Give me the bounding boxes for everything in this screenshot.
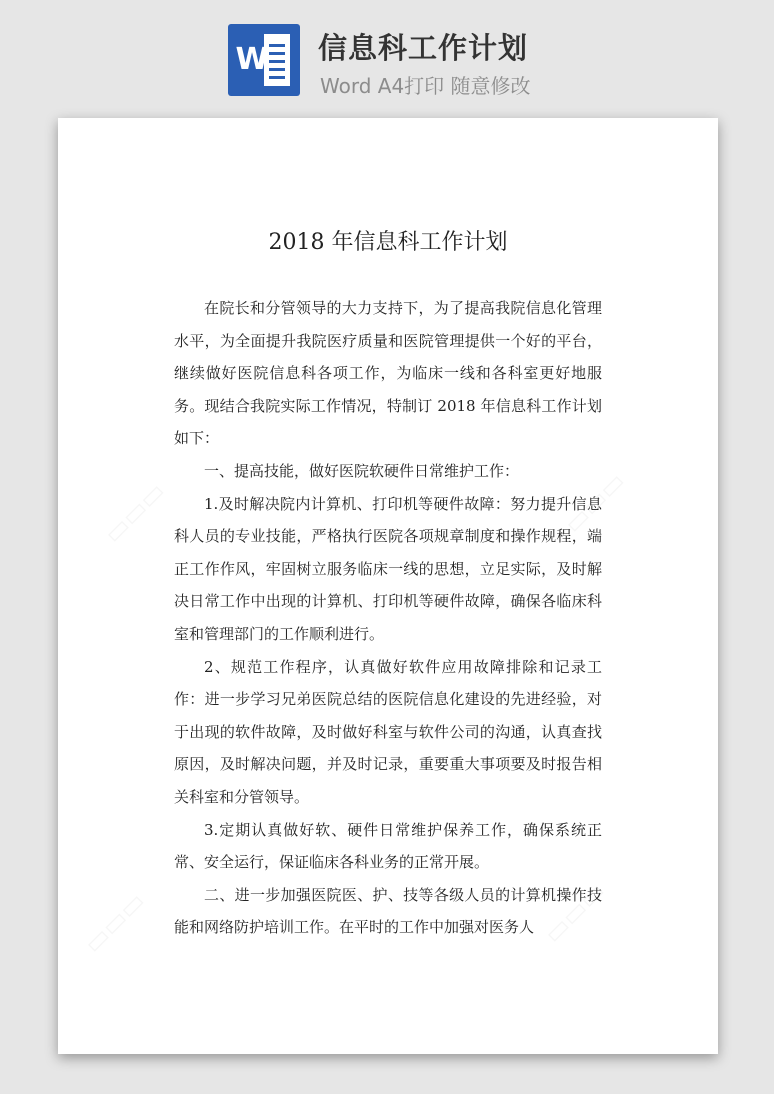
paragraph: 二、进一步加强医院医、护、技等各级人员的计算机操作技能和网络防护培训工作。在平时的工作中加强对医务人: [174, 885, 602, 937]
header-title: 信息科工作计划: [318, 31, 529, 65]
word-logo-letter: W: [235, 42, 269, 77]
document-page: [58, 118, 718, 1054]
paragraph: 2、规范工作程序，认真做好软件应用故障排除和记录工作：进一步学习兄弟医院总结的医院信息化建设的先进经验，对于出现的软件故障，及时做好科室与软件公司的沟通，认真查找原因，及时解决问题，并及时记录，重要重大事项要及时报告相关科室和分管领导。: [174, 657, 602, 806]
paragraph: 3.定期认真做好软、硬件日常维护保养工作，确保系统正常、安全运行，保证临床各科业务的正常开展。: [174, 820, 602, 872]
paragraph: 一、提高技能，做好医院软硬件日常维护工作：: [204, 461, 520, 480]
document-title: 2018 年信息科工作计划: [268, 230, 508, 255]
page-header: [0, 0, 774, 118]
header-subtitle: Word A4打印 随意修改: [320, 74, 531, 98]
watermark-shape: [78, 886, 151, 959]
paragraph: 在院长和分管领导的大力支持下，为了提高我院信息化管理水平，为全面提升我院医疗质量和医院管理提供一个好的平台，继续做好医院信息科各项工作，为临床一线和各科室更好地服务。现结合我院实际工作情况，特制订 2018 年信息科工作计划如下：: [174, 299, 602, 448]
document-body: [174, 292, 602, 944]
paragraph: 1.及时解决院内计算机、打印机等硬件故障：努力提升信息科人员的专业技能，严格执行医院各项规章制度和操作规程，端正工作作风，牢固树立服务临床一线的思想，立足实际，及时解决日常工作中出现的计算机、打印机等硬件故障，确保各临床科室和管理部门的工作顺利进行。: [174, 494, 602, 643]
word-logo-icon: [228, 24, 300, 96]
watermark-shape: [98, 476, 171, 549]
